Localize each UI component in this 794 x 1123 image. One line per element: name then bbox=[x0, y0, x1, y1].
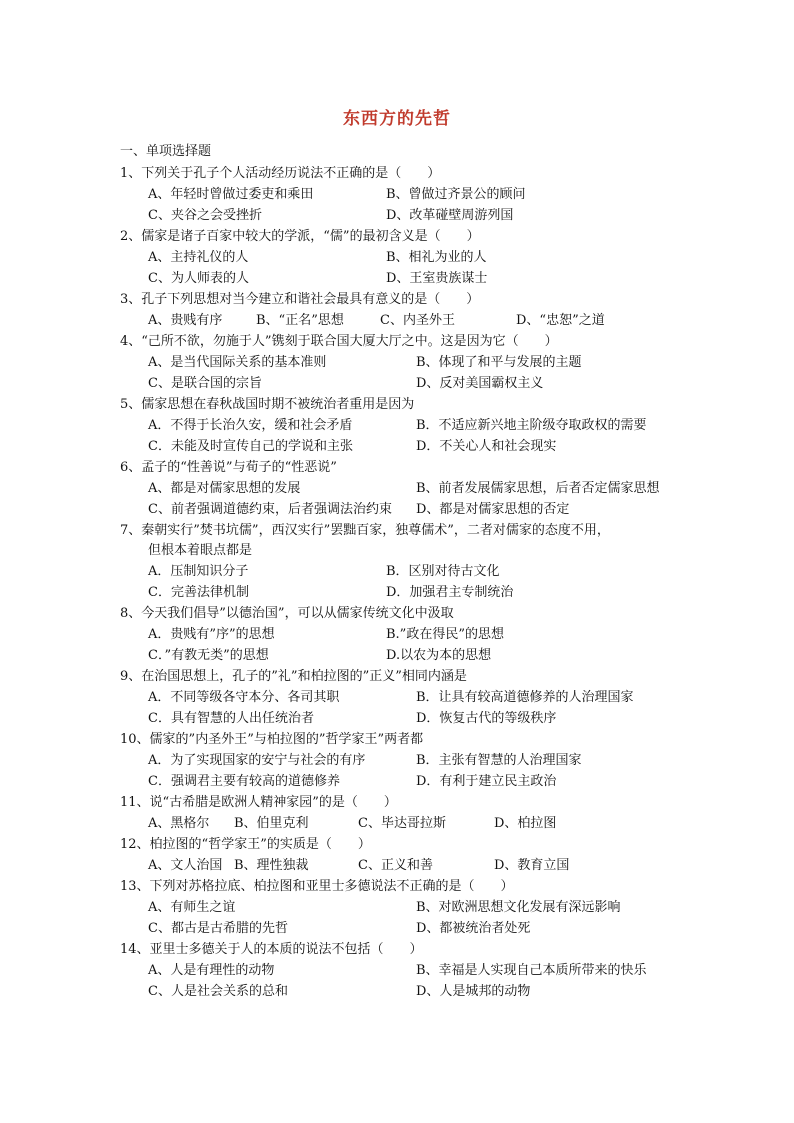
option-c[interactable]: C．”有教无类”的思想 bbox=[148, 648, 269, 663]
option-d[interactable]: D、都是对儒家思想的否定 bbox=[416, 502, 570, 517]
question-stem: 2、儒家是诸子百家中较大的学派，“儒”的最初含义是（ ） bbox=[120, 229, 480, 244]
option-d[interactable]: D．有利于建立民主政治 bbox=[416, 774, 557, 789]
option-d[interactable]: D．恢复古代的等级秩序 bbox=[416, 711, 557, 726]
option-a[interactable]: A、年轻时曾做过委吏和乘田 bbox=[148, 187, 314, 202]
document-title: 东西方的先哲 bbox=[343, 109, 451, 129]
option-b[interactable]: B、幸福是人实现自己本质所带来的快乐 bbox=[416, 963, 647, 978]
option-b[interactable]: B．区别对待古文化 bbox=[386, 564, 500, 579]
option-b[interactable]: B．不适应新兴地主阶级夺取政权的需要 bbox=[416, 418, 647, 433]
question-stem: 5、儒家思想在春秋战国时期不被统治者重用是因为 bbox=[120, 397, 415, 412]
option-c[interactable]: C．具有智慧的人出任统治者 bbox=[148, 711, 314, 726]
option-c[interactable]: C、前者强调道德约束，后者强调法治约束 bbox=[148, 502, 392, 517]
option-c[interactable]: C、人是社会关系的总和 bbox=[148, 984, 288, 999]
question-11 bbox=[120, 793, 700, 834]
question-2 bbox=[120, 227, 700, 289]
option-c[interactable]: C．未能及时宣传自己的学说和主张 bbox=[148, 439, 353, 454]
option-b[interactable]: B、前者发展儒家思想，后者否定儒家思想 bbox=[416, 481, 660, 496]
section-heading: 一、单项选择题 bbox=[120, 144, 212, 159]
option-c[interactable]: C、正义和善 bbox=[358, 858, 433, 873]
question-6 bbox=[120, 458, 700, 520]
question-5 bbox=[120, 395, 700, 457]
question-7 bbox=[120, 521, 700, 603]
option-d[interactable]: D、改革碰壁周游列国 bbox=[386, 208, 514, 223]
question-stem: 12、柏拉图的“哲学家王”的实质是（ ） bbox=[120, 837, 371, 852]
option-a[interactable]: A．不同等级各守本分、各司其职 bbox=[148, 690, 340, 705]
option-b[interactable]: B、“正名”思想 bbox=[256, 313, 344, 328]
option-b[interactable]: B、相礼为业的人 bbox=[386, 250, 487, 265]
question-stem: 4、“己所不欲，勿施于人”镌刻于联合国大厦大厅之中。这是因为它（ ） bbox=[120, 334, 558, 349]
option-b[interactable]: B．让具有较高道德修养的人治理国家 bbox=[416, 690, 634, 705]
question-stem: 10、儒家的”内圣外王”与柏拉图的”哲学家王”两者都 bbox=[120, 732, 424, 747]
question-list bbox=[120, 142, 700, 1003]
option-b[interactable]: B、体现了和平与发展的主题 bbox=[416, 355, 582, 370]
question-14 bbox=[120, 940, 700, 1002]
option-c[interactable]: C、毕达哥拉斯 bbox=[358, 816, 446, 831]
option-d[interactable]: D、都被统治者处死 bbox=[416, 921, 531, 936]
question-stem: 6、孟子的“性善说”与荀子的“性恶说” bbox=[120, 460, 337, 475]
question-stem: 7、秦朝实行”焚书坑儒”，西汉实行”罢黜百家，独尊儒术”，二者对儒家的态度不用， bbox=[120, 523, 610, 538]
option-d[interactable]: D、反对美国霸权主义 bbox=[416, 376, 544, 391]
option-b[interactable]: B、理性独裁 bbox=[234, 858, 309, 873]
option-b[interactable]: B.”政在得民”的思想 bbox=[386, 627, 504, 642]
option-a[interactable]: A．为了实现国家的安宁与社会的有序 bbox=[148, 753, 366, 768]
question-9 bbox=[120, 667, 700, 729]
question-12 bbox=[120, 835, 700, 876]
question-4 bbox=[120, 332, 700, 394]
option-b[interactable]: B、伯里克利 bbox=[234, 816, 309, 831]
question-stem: 13、下列对苏格拉底、柏拉图和亚里士多德说法不正确的是（ ） bbox=[120, 879, 514, 894]
option-b[interactable]: B．主张有智慧的人治理国家 bbox=[416, 753, 582, 768]
option-c[interactable]: C、是联合国的宗旨 bbox=[148, 376, 262, 391]
question-8 bbox=[120, 604, 700, 666]
option-a[interactable]: A、黑格尔 bbox=[148, 816, 210, 831]
question-stem: 8、今天我们倡导”以德治国”，可以从儒家传统文化中汲取 bbox=[120, 606, 454, 621]
option-c[interactable]: C、夹谷之会受挫折 bbox=[148, 208, 262, 223]
option-b[interactable]: B、对欧洲思想文化发展有深远影响 bbox=[416, 900, 621, 915]
option-d[interactable]: D、王室贵族谋士 bbox=[386, 271, 488, 286]
option-d[interactable]: D．加强君主专制统治 bbox=[386, 585, 514, 600]
option-d[interactable]: D、“忠恕”之道 bbox=[516, 313, 605, 328]
option-c[interactable]: C．完善法律机制 bbox=[148, 585, 249, 600]
option-a[interactable]: A、都是对儒家思想的发展 bbox=[148, 481, 301, 496]
question-stem: 14、亚里士多德关于人的本质的说法不包括（ ） bbox=[120, 942, 423, 957]
option-a[interactable]: A．贵贱有”序”的思想 bbox=[148, 627, 275, 642]
option-a[interactable]: A、贵贱有序 bbox=[148, 313, 223, 328]
option-a[interactable]: A、主持礼仪的人 bbox=[148, 250, 249, 265]
option-a[interactable]: A、有师生之谊 bbox=[148, 900, 236, 915]
option-d[interactable]: D、柏拉图 bbox=[494, 816, 557, 831]
option-a[interactable]: A、人是有理性的动物 bbox=[148, 963, 275, 978]
option-d[interactable]: D．不关心人和社会现实 bbox=[416, 439, 557, 454]
option-c[interactable]: C、内圣外王 bbox=[380, 313, 455, 328]
option-a[interactable]: A．不得于长治久安，缓和社会矛盾 bbox=[148, 418, 353, 433]
question-stem: 11、说“古希腊是欧洲人精神家园”的是（ ） bbox=[120, 795, 397, 810]
option-d[interactable]: D、人是城邦的动物 bbox=[416, 984, 531, 999]
option-a[interactable]: A、文人治国 bbox=[148, 858, 223, 873]
option-c[interactable]: C、为人师表的人 bbox=[148, 271, 249, 286]
option-a[interactable]: A、是当代国际关系的基本准则 bbox=[148, 355, 327, 370]
question-stem-continued: 但根本着眼点都是 bbox=[148, 543, 253, 558]
question-13 bbox=[120, 877, 700, 939]
option-c[interactable]: C．强调君主要有较高的道德修养 bbox=[148, 774, 340, 789]
question-3 bbox=[120, 290, 700, 331]
option-d[interactable]: D、教育立国 bbox=[494, 858, 570, 873]
option-b[interactable]: B、曾做过齐景公的顾问 bbox=[386, 187, 526, 202]
question-1 bbox=[120, 164, 700, 226]
question-stem: 9、在治国思想上，孔子的”礼”和柏拉图的”正义”相同内涵是 bbox=[120, 669, 467, 684]
question-stem: 1、下列关于孔子个人活动经历说法不正确的是（ ） bbox=[120, 166, 441, 181]
option-c[interactable]: C、都古是古希腊的先哲 bbox=[148, 921, 288, 936]
option-d[interactable]: D.以农为本的思想 bbox=[386, 648, 492, 663]
question-10 bbox=[120, 730, 700, 792]
question-stem: 3、孔子下列思想对当今建立和谐社会最具有意义的是（ ） bbox=[120, 292, 480, 307]
option-a[interactable]: A．压制知识分子 bbox=[148, 564, 249, 579]
